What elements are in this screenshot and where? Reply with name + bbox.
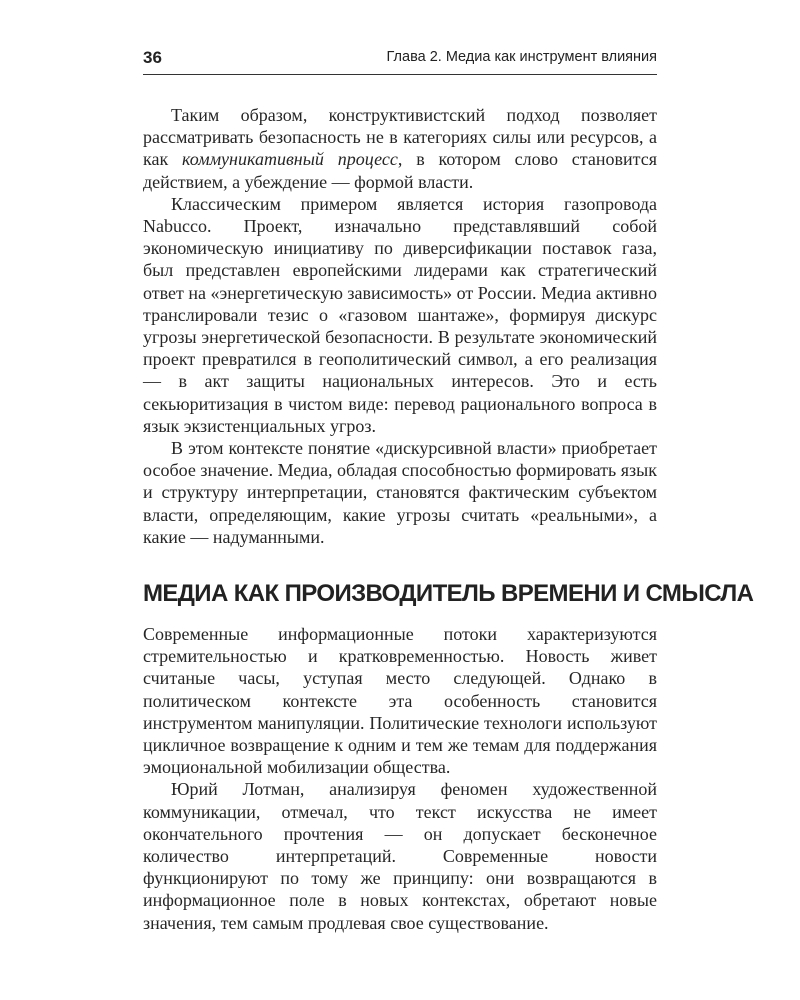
paragraph-3: В этом контексте понятие «дискурсивной власти» приобретает особое значение. Медиа, обладая способностью формировать язык и структуру интерпретации, становятся фактическим субъектом власти, определяющим, какие угрозы считать «реальными», а какие — надуманными. [143, 438, 657, 547]
text-block-bottom [143, 623, 657, 934]
page-header [143, 44, 657, 75]
text-block-top [143, 104, 657, 548]
emphasis-communicative-process: коммуникативный процесс [182, 149, 398, 170]
page-number: 36 [143, 48, 162, 67]
paragraph-1 [143, 104, 657, 193]
running-head: Глава 2. Медиа как инструмент влияния [386, 49, 657, 65]
paragraph-2: Классическим примером является история газопровода Nabucco. Проект, изначально представлявший собой экономическую инициативу по диверсификации поставок газа, был представлен европейскими лидерами как стратегический ответ на «энергетическую зависимость» от России. Медиа активно транслировали тезис о «газовом шантаже», формируя дискурс угрозы энергетической безопасности. В результате экономический проект превратился в геополитический символ, а его реализация — в акт защиты национальных интересов. Это и есть секьюритизация в чистом виде: перевод рационального вопроса в язык экзистенциальных угроз. [143, 193, 657, 436]
paragraph-1-after: , в котором слово становится действием, а убеждение — формой власти. [143, 149, 657, 192]
section-heading: МЕДИА КАК ПРОИЗВОДИТЕЛЬ ВРЕМЕНИ И СМЫСЛА [143, 580, 754, 607]
paragraph-1-before: Таким образом, конструктивистский подход позволяет рассматривать безопасность не в категориях силы или ресурсов, а как [143, 105, 657, 170]
paragraph-4: Современные информационные потоки характеризуются стремительностью и кратковременностью. Новость живет считаные часы, уступая место следующей. Однако в политическом контексте эта особенность становится инструментом манипуляции. Политические технологи используют цикличное возвращение к одним и тем же темам для поддержания эмоциональной мобилизации общества. [143, 624, 657, 778]
paragraph-5: Юрий Лотман, анализируя феномен художественной коммуникации, отмечал, что текст искусства не имеет окончательного прочтения — он допускает бесконечное количество интерпретаций. Современные новости функционируют по тому же принципу: они возвращаются в информационное поле в новых контекстах, обретают новые значения, тем самым продлевая свое существование. [143, 779, 657, 933]
